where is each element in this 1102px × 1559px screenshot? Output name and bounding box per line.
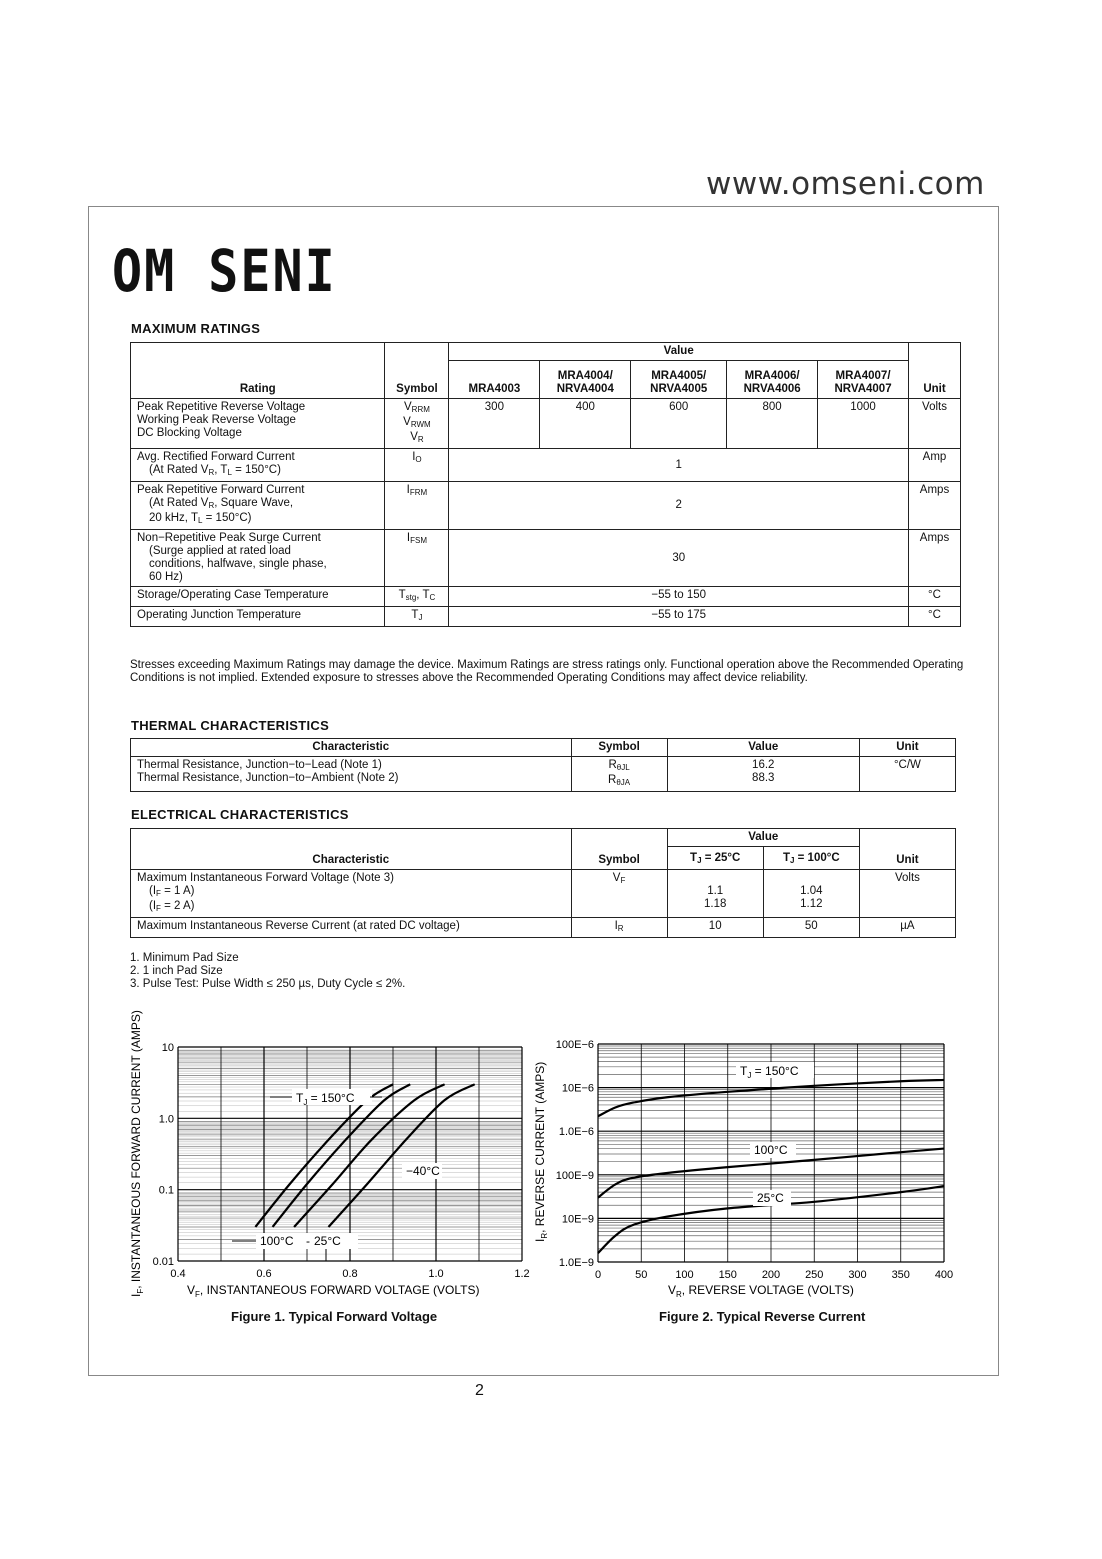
symbol-cell: $I_{FRM}$ [385,482,449,530]
x-tick-label: 250 [805,1269,824,1281]
unit-cell: µA [859,918,955,938]
symbol-cell: $T_J$ [385,607,449,627]
table-row [131,482,961,530]
part-mra4005: MRA4005/ NRVA4005 [631,361,727,399]
header-unit: Unit [909,343,961,399]
part-mra4003: MRA4003 [449,361,540,399]
x-tick-label: 1.0 [428,1268,444,1280]
unit-cell: Amps [909,530,961,587]
unit-cell: Volts [859,870,955,918]
characteristic-label: Maximum Instantaneous Forward Voltage (Note 3) [137,872,394,884]
rating-label: Non−Repetitive Peak Surge Current [137,532,321,544]
rating-condition: (At Rated $V_R$, Square Wave, [149,497,294,510]
annotation-25c: 25°C [314,1234,341,1248]
figure-2-caption: Figure 2. Typical Reverse Current [659,1309,866,1324]
figure-1-caption: Figure 1. Typical Forward Voltage [231,1309,438,1324]
characteristic-label: Thermal Resistance, Junction−to−Ambient (Note 2) [137,772,399,784]
value-cell: −55 to 175 [449,607,909,627]
electrical-title: ELECTRICAL CHARACTERISTICS [131,807,349,822]
characteristic-condition: ($I_F = 1$ A) [149,885,195,898]
rating-condition: 20 kHz, $T_L = 150^\circ C$) [149,512,252,525]
stress-note: Stresses exceeding Maximum Ratings may damage the device. Maximum Ratings are stress ratings only. Functional operation above the Recommended Operating Conditions is not implied. Extended exposure to stresses above the Recommended Operating Conditions may affect device reliability. [130,659,964,684]
symbol-cell: $T_{stg}$, $T_C$ [385,587,449,607]
rating-condition: (Surge applied at rated load [149,545,291,557]
rating-condition: 60 Hz) [149,571,183,583]
y-tick-label: 0.1 [158,1184,174,1197]
unit-cell: Amps [909,482,961,530]
annotation-25c: 25°C [757,1191,784,1205]
table-row [131,399,961,449]
x-tick-label: 0.8 [342,1268,358,1280]
y-axis-label: $I_R$, REVERSE CURRENT (AMPS) [533,1061,549,1242]
y-tick-label: 100E−9 [555,1169,594,1182]
unit-cell: °C/W [859,757,955,792]
symbol-cell: $V_F$ [571,870,667,918]
y-tick-label: 10 [161,1042,174,1054]
characteristic-label: Thermal Resistance, Junction−to−Lead (Note 1) [137,759,382,771]
annotation-dash: - [306,1234,310,1248]
header-symbol: Symbol [571,739,667,757]
rating-label: Working Peak Reverse Voltage [137,414,296,426]
header-value: Value [449,343,909,361]
website-url[interactable]: www.omseni.com [706,166,985,202]
y-tick-label: 1.0E−6 [558,1126,594,1139]
value-cell: 1.04 1.12 [763,870,859,918]
annotation-100c: 100°C [754,1143,788,1157]
characteristic-condition: ($I_F = 2$ A) [149,900,195,913]
rating-label: Peak Repetitive Reverse Voltage [137,401,306,413]
value-cell: 10 [667,918,763,938]
rating-label: Operating Junction Temperature [131,607,385,627]
value-cell: 300 [449,399,540,449]
brand-logo-text: OM SENI [112,238,337,305]
symbol-cell: $R_{\theta JL}$ $R_{\theta JA}$ [571,757,667,792]
rating-condition: conditions, halfwave, single phase, [149,558,327,570]
annotation-tj150: $T_J = 150^\circ C$ [740,1064,799,1080]
part-mra4007: MRA4007/ NRVA4007 [818,361,909,399]
rating-condition: (At Rated $V_R$, $T_L = 150^\circ C$) [149,464,281,477]
table-row [131,530,961,587]
part-mra4004: MRA4004/ NRVA4004 [540,361,631,399]
x-tick-label: 0.4 [170,1268,186,1280]
rating-label: Avg. Rectified Forward Current [137,451,295,463]
annotation-tj150: $T_J = 150^\circ C$ [296,1091,355,1107]
footnotes [130,952,405,991]
footnote-2: 2. 1 inch Pad Size [130,965,223,977]
value-cell: 2 [449,482,909,530]
header-tj-100: $T_J = 100^\circ C$ [763,847,859,870]
unit-cell: Volts [909,399,961,449]
page-number: 2 [475,1382,484,1399]
header-characteristic: Characteristic [131,829,572,870]
y-tick-label: 10E−9 [561,1213,594,1226]
y-tick-label: 100E−6 [555,1039,594,1051]
value-cell: 1.1 1.18 [667,870,763,918]
annotation-minus40: −40°C [406,1164,440,1178]
header-value: Value [667,829,859,847]
table-row [131,607,961,627]
header-symbol: Symbol [385,343,449,399]
header-tj-25: $T_J = 25^\circ C$ [667,847,763,870]
value-cell: 1 [449,449,909,482]
header-unit: Unit [859,739,955,757]
header-characteristic: Characteristic [131,739,572,757]
y-tick-label: 1.0 [158,1113,174,1126]
unit-cell: °C [909,607,961,627]
electrical-table [130,828,956,938]
rating-label: DC Blocking Voltage [137,427,242,439]
value-cell: 600 [631,399,727,449]
symbol-cell: $I_R$ [571,918,667,938]
x-tick-label: 0 [594,1269,602,1281]
table-row [131,918,956,938]
table-row [131,449,961,482]
value-cell: 16.2 88.3 [667,757,859,792]
rating-label: Storage/Operating Case Temperature [131,587,385,607]
value-cell: 800 [727,399,818,449]
unit-cell: Amp [909,449,961,482]
value-cell: 30 [449,530,909,587]
symbol-cell: $I_{FSM}$ [385,530,449,587]
forward-voltage-chart [120,1005,540,1305]
x-tick-label: 150 [718,1269,737,1281]
max-ratings-table [130,342,961,627]
value-cell: 400 [540,399,631,449]
reverse-current-chart [528,1030,968,1300]
symbol-cell: $I_O$ [385,449,449,482]
x-tick-label: 0.6 [256,1268,272,1280]
footnote-1: 1. Minimum Pad Size [130,952,239,964]
rating-label: Peak Repetitive Forward Current [137,484,305,496]
x-tick-label: 1.2 [514,1268,530,1280]
value-cell: −55 to 150 [449,587,909,607]
header-rating: Rating [131,343,385,399]
x-tick-label: 200 [761,1269,781,1281]
x-tick-label: 350 [891,1269,910,1281]
x-axis-label: $V_R$, REVERSE VOLTAGE (VOLTS) [668,1283,854,1299]
y-tick-label: 1.0E−9 [558,1257,594,1269]
y-tick-label: 10E−6 [561,1082,594,1095]
table-row [131,587,961,607]
header-symbol: Symbol [571,829,667,870]
annotation-100c: 100°C [260,1234,294,1248]
table-row [131,757,956,792]
header-value: Value [667,739,859,757]
symbol-cell: $V_{RRM}$ $V_{RWM}$ $V_R$ [385,399,449,449]
max-ratings-title: MAXIMUM RATINGS [131,321,261,336]
y-axis-label: $I_F$, INSTANTANEOUS FORWARD CURRENT (AMPS) [129,1010,145,1297]
header-unit: Unit [859,829,955,870]
characteristic-label: Maximum Instantaneous Reverse Current (at rated DC voltage) [131,918,572,938]
value-cell: 50 [763,918,859,938]
x-tick-label: 100 [675,1269,694,1281]
thermal-title: THERMAL CHARACTERISTICS [131,718,330,733]
y-tick-label: 0.01 [152,1256,174,1268]
table-row [131,870,956,918]
x-tick-label: 400 [934,1269,954,1281]
x-axis-label: $V_F$, INSTANTANEOUS FORWARD VOLTAGE (VOLTS) [187,1283,480,1299]
x-tick-label: 300 [848,1269,867,1281]
part-mra4006: MRA4006/ NRVA4006 [727,361,818,399]
unit-cell: °C [909,587,961,607]
footnote-3: 3. Pulse Test: Pulse Width ≤ 250 µs, Duty Cycle ≤ 2%. [130,978,406,990]
x-tick-label: 50 [635,1269,648,1281]
thermal-table [130,738,956,792]
value-cell: 1000 [818,399,909,449]
